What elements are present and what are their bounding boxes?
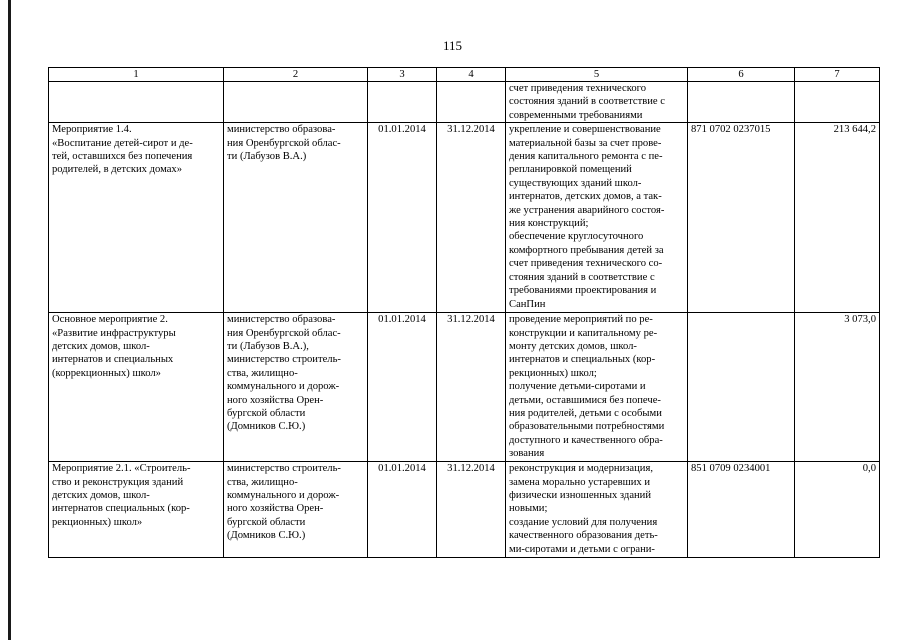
text-line: министерство строитель- [227,463,341,475]
column-number: 1 [49,68,224,82]
text-line: «Воспитание детей-сирот и де- [52,137,193,149]
amount-cell: 3 073,0 [795,313,880,462]
end-date-cell [437,82,506,123]
text-line: ния Оренбургской облас- [227,137,341,149]
text-line: ти (Лабузов В.А.) [227,151,307,163]
budget-code-cell: 851 0709 0234001 [688,462,795,558]
text-line: комфортного пребывания детей за [509,244,664,256]
column-number: 5 [506,68,688,82]
text-line: детских домов, школ- [52,341,150,353]
text-line: качественного образования деть- [509,530,658,542]
text-line: интернатов специальных (кор- [52,503,190,515]
text-line: образовательными потребностями [509,421,665,433]
text-line: детских домов, школ- [52,490,150,502]
description-cell [506,123,688,313]
measure-cell [49,462,224,558]
text-line: Мероприятие 1.4. [52,124,132,136]
executor-cell [224,462,368,558]
text-line: «Развитие инфраструктуры [52,327,176,339]
table-row [49,82,880,123]
text-line: монту детских домов, школ- [509,341,637,353]
column-number: 4 [437,68,506,82]
start-date-cell: 01.01.2014 [368,123,437,313]
column-number: 7 [795,68,880,82]
executor-cell [224,82,368,123]
column-number: 6 [688,68,795,82]
executor-cell [224,313,368,462]
text-line: ство и реконструкция зданий [52,476,184,488]
text-line: тей, оставшихся без попечения [52,151,193,163]
text-line: счет приведения технического [509,83,646,94]
page-number: 115 [442,38,463,53]
text-line: существующих зданий школ- [509,177,642,189]
text-line: материальной базы за счет прове- [509,137,662,149]
description-cell [506,313,688,462]
end-date-cell: 31.12.2014 [437,123,506,313]
amount-cell: 0,0 [795,462,880,558]
text-line: создание условий для получения [509,516,658,528]
budget-code-cell: 871 0702 0237015 [688,123,795,313]
table-row [49,123,880,313]
text-line: дения капитального ремонта с пе- [509,151,663,163]
text-line: ми-сиротами и детьми с ограни- [509,543,655,555]
text-line: состояния зданий в соответствие с [509,96,665,108]
text-line: рекционных) школ; [509,367,597,379]
measure-cell [49,313,224,462]
amount-cell [795,82,880,123]
text-line: ства, жилищно- [227,476,298,488]
text-line: реконструкция и модернизация, [509,463,653,475]
text-line: (Домников С.Ю.) [227,530,306,542]
amount-cell: 213 644,2 [795,123,880,313]
text-line: СанПин [509,298,546,310]
text-line: получение детьми-сиротами и [509,381,646,393]
start-date-cell [368,82,437,123]
text-line: (коррекционных) школ» [52,367,161,379]
text-line: зования [509,448,545,460]
text-line: ного хозяйства Орен- [227,394,324,406]
end-date-cell: 31.12.2014 [437,462,506,558]
text-line: доступного и качественного обра- [509,434,663,446]
text-line: коммунального и дорож- [227,381,340,393]
text-line: министерство образова- [227,124,336,136]
text-line: интернатов, детских домов, а так- [509,191,662,203]
text-line: укрепление и совершенствование [509,124,661,136]
text-line: требованиями проектирования и [509,285,657,297]
text-line: рекционных) школ» [52,516,143,528]
text-line: бургской области [227,408,306,420]
text-line: счет приведения технического со- [509,258,663,270]
text-line: интернатов и специальных [52,354,174,366]
end-date-cell: 31.12.2014 [437,313,506,462]
text-line: ти (Лабузов В.А.), [227,341,309,353]
measure-cell [49,82,224,123]
text-line: ного хозяйства Орен- [227,503,324,515]
text-line: стояния зданий в соответствие с [509,271,655,283]
column-number: 2 [224,68,368,82]
scan-edge [8,0,11,640]
start-date-cell: 01.01.2014 [368,462,437,558]
table-row [49,462,880,558]
text-line: бургской области [227,516,306,528]
text-line: проведение мероприятий по ре- [509,314,653,326]
text-line: новыми; [509,503,548,515]
text-line: родителей, в детских домах» [52,164,183,176]
text-line: интернатов и специальных (кор- [509,354,656,366]
text-line: министерство строитель- [227,354,341,366]
text-line: физически изношенных зданий [509,490,652,502]
text-line: замена морально устаревших и [509,476,651,488]
text-line: министерство образова- [227,314,336,326]
text-line: конструкции и капитальному ре- [509,327,658,339]
text-line: Мероприятие 2.1. «Строитель- [52,463,191,475]
text-line: репланировкой помещений [509,164,632,176]
budget-code-cell [688,82,795,123]
table-row [49,313,880,462]
column-number: 3 [368,68,437,82]
text-line: коммунального и дорож- [227,490,340,502]
text-line: же устранения аварийного состоя- [509,204,665,216]
text-line: современными требованиями [509,109,643,121]
text-line: детьми, оставшимися без попече- [509,394,661,406]
text-line: (Домников С.Ю.) [227,421,306,433]
text-line: обеспечение круглосуточного [509,231,644,243]
executor-cell [224,123,368,313]
start-date-cell: 01.01.2014 [368,313,437,462]
text-line: ния Оренбургской облас- [227,327,341,339]
budget-code-cell [688,313,795,462]
text-line: ства, жилищно- [227,367,298,379]
description-cell [506,462,688,558]
text-line: ния родителей, детьми с особыми [509,408,662,420]
measure-cell [49,123,224,313]
description-cell [506,82,688,123]
text-line: Основное мероприятие 2. [52,314,168,326]
text-line: ния конструкций; [509,218,589,230]
column-number-row [49,68,880,82]
measures-table [48,67,880,558]
